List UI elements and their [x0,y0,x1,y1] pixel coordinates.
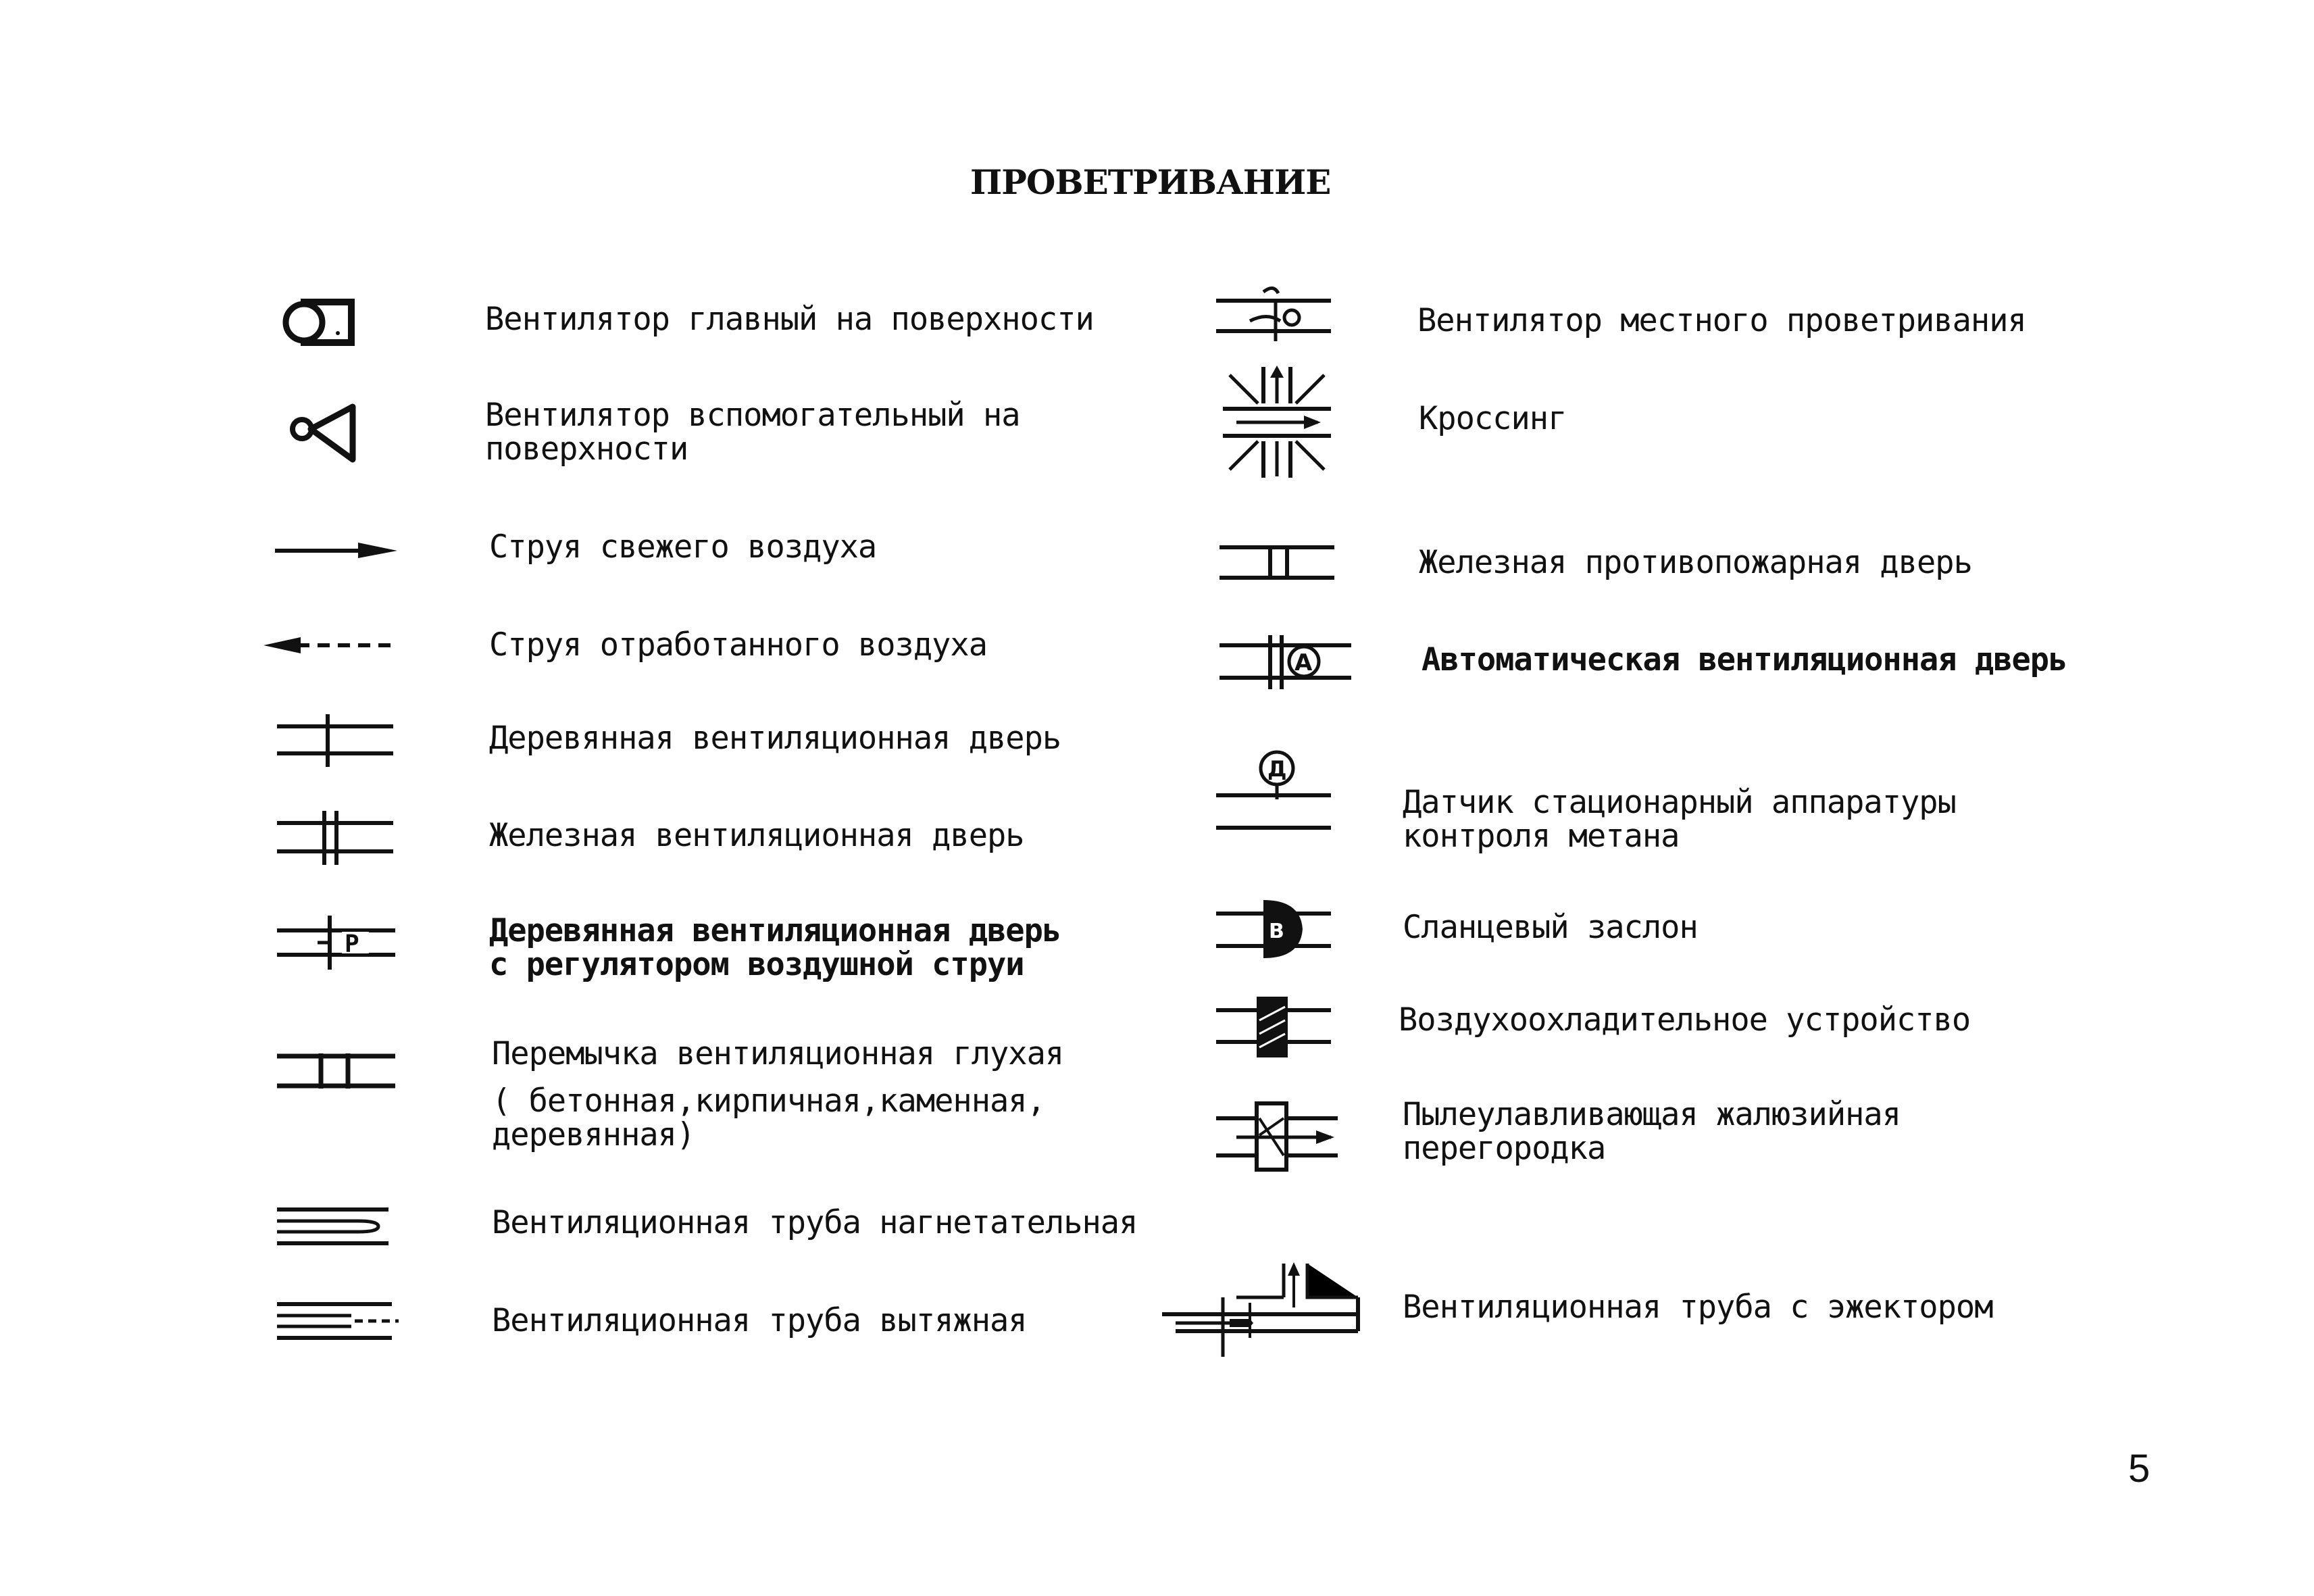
shale-barrier-icon [1216,892,1338,966]
legend-label: Железная вентиляционная дверь [489,817,1024,854]
legend-label: Кроссинг [1419,400,1567,437]
page-number: 5 [2128,1447,2150,1491]
exhaust-air-dashed-arrow-icon [263,632,399,659]
legend-label: Автоматическая вентиляционная дверь [1422,641,2067,678]
page-title: ПРОВЕТРИВАНИЕ [970,162,1331,202]
local-ventilation-fan-icon [1216,284,1338,345]
crossing-icon [1216,361,1338,483]
legend-label: Перемычка вентиляционная глухая ( бетонная,кирпичная,каменная, деревянная) [492,1035,1064,1153]
legend-label: Датчик стационарный аппаратуры контроля метана [1403,784,1956,855]
legend-label: Пылеулавливающая жалюзийная перегородка [1403,1096,1901,1167]
iron-fire-door-icon [1219,541,1341,588]
legend-label: Вентиляционная труба нагнетательная [492,1204,1138,1241]
legend-label: Деревянная вентиляционная дверь [489,720,1061,757]
methane-sensor-icon [1216,747,1338,834]
wooden-door-regulator-icon [277,916,402,970]
legend-label: Струя отработанного воздуха [489,626,988,664]
legend-label: Воздухоохладительное устройство [1399,1001,1971,1039]
iron-door-icon [277,811,399,865]
svg-text:Д: Д [1267,756,1287,782]
main-surface-fan-icon [280,287,361,355]
air-cooler-icon [1216,993,1338,1061]
svg-text:P: P [345,930,359,958]
blind-bulkhead-icon [277,1044,402,1098]
auxiliary-surface-fan-icon [291,399,358,466]
legend-label: Вентилятор главный на поверхности [485,301,1094,338]
exhaust-duct-icon [277,1301,402,1341]
svg-text:A: A [1294,649,1313,676]
dust-trap-louver-icon [1216,1098,1344,1176]
wooden-door-icon [277,713,399,767]
legend-label: Сланцевый заслон [1403,909,1698,946]
legend-label: Железная противопожарная дверь [1419,544,1972,581]
legend-label: Вентиляционная труба с эжектором [1403,1289,1993,1326]
legend-label: Вентилятор вспомогательный на поверхности [485,397,1020,468]
forcing-duct-icon [277,1206,399,1247]
fresh-air-arrow-icon [274,537,399,564]
legend-label: Деревянная вентиляционная дверь с регулятором воздушной струи [489,912,1061,983]
legend-label: Вентиляционная труба вытяжная [492,1302,1027,1339]
svg-text:B: B [1269,920,1284,943]
legend-label: Вентилятор местного проветривания [1417,302,2026,339]
legend-label: Струя свежего воздуха [489,528,877,566]
automatic-door-icon [1219,632,1355,693]
ejector-duct-icon [1162,1243,1365,1358]
